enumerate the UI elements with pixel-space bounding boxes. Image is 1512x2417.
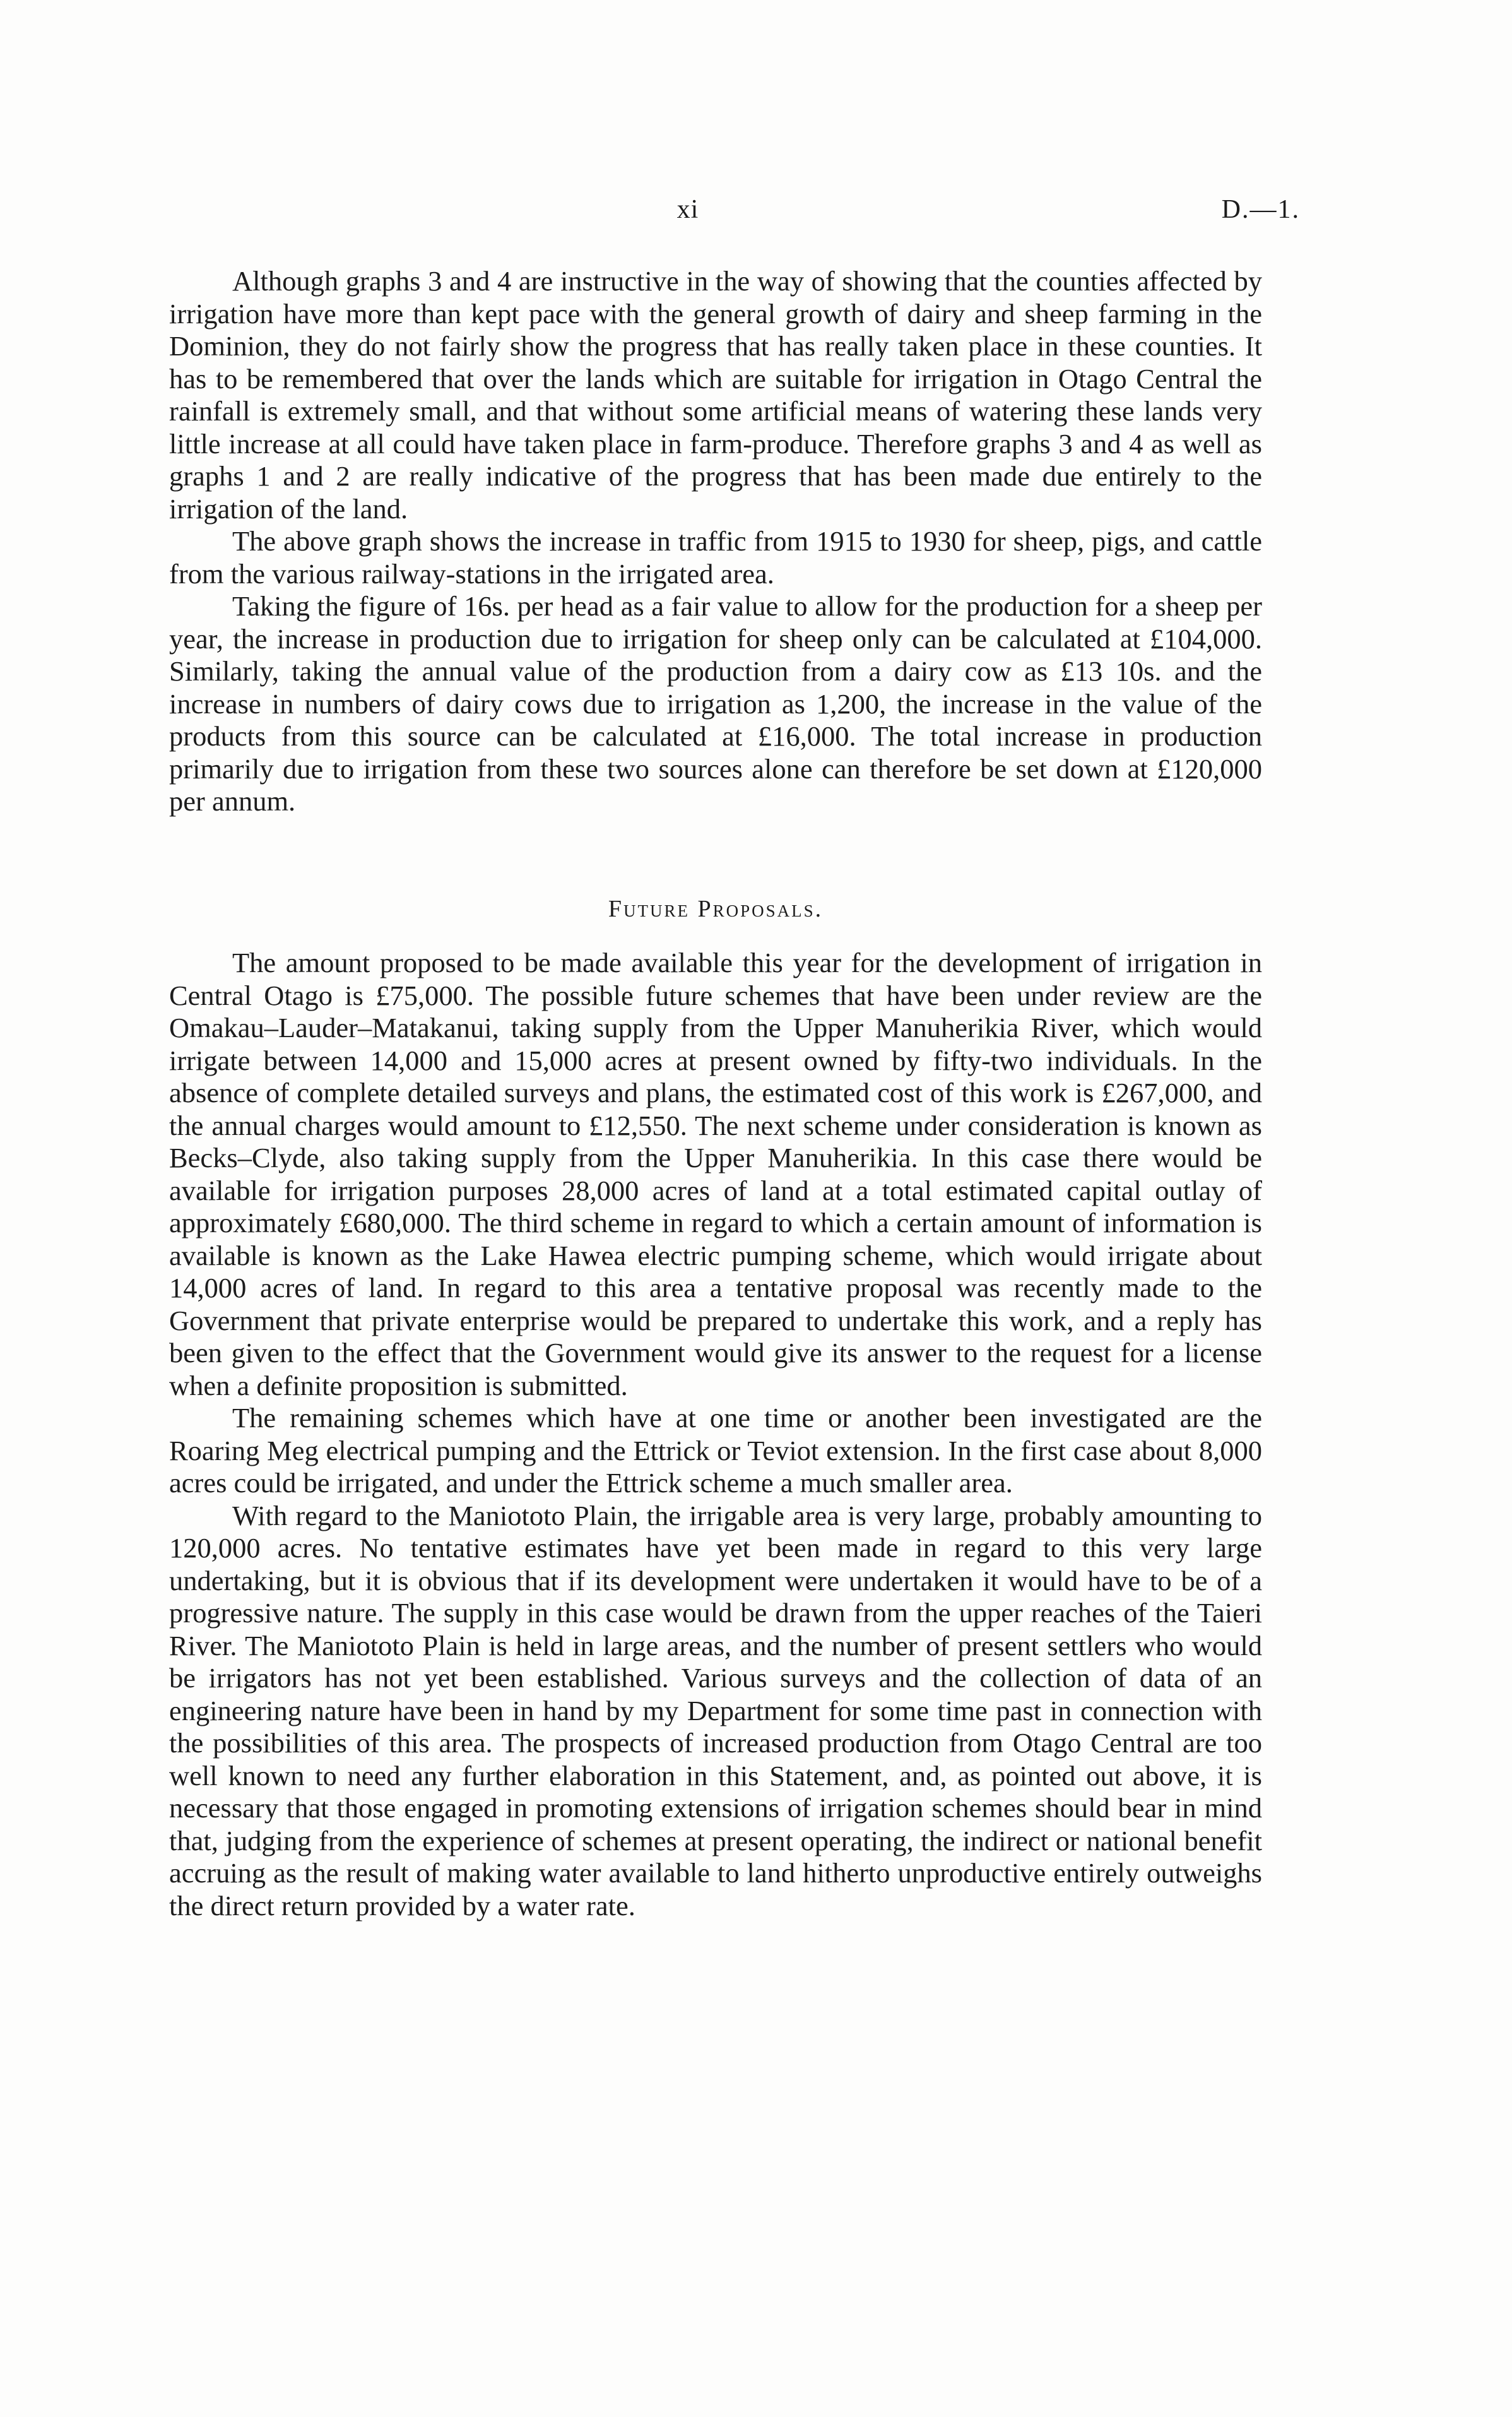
paragraph-proposed-schemes: The amount proposed to be made available this year for the development of irrigation in Central Otago is £75,000. The possible future schemes that have been under review are the Omakau–Lauder–Matakanui, taking supply from the Upper Manuherikia River, which would irrigate between 14,000 and 15,000 acres at present owned by fifty-two individuals. In the absence of complete detailed surveys and plans, the estimated cost of this work is £267,000, and the annual charges would amount to £12,550. The next scheme under consideration is known as Becks–Clyde, also taking supply from the Upper Manuherikia. In this case there would be available for irrigation purposes 28,000 acres of land at a total estimated capital outlay of approximately £680,000. The third scheme in regard to which a certain amount of information is available is known as the Lake Hawea electric pumping scheme, which would irrigate about 14,000 acres of land. In regard to this area a tentative proposal was recently made to the Government that private enterprise would be prepared to undertake this work, and a reply has been given to the effect that the Government would give its answer to the request for a license when a definite proposition is submitted. [169,947,1262,1401]
page-number: xi [676,195,699,224]
document-reference: D.—1. [1221,195,1300,224]
paragraph-graphs-3-and-4: Although graphs 3 and 4 are instructive in the way of showing that the counties affected by irrigation have more than kept pace with the general growth of dairy and sheep farming in the Dominion, they do not fairly show the progress that has really taken place in these counties. It has to be remembered that over the lands which are suitable for irrigation in Otago Central the rainfall is extremely small, and that without some artificial means of watering these lands very little increase at all could have taken place in farm-produce. Therefore graphs 3 and 4 as well as graphs 1 and 2 are really indicative of the progress that has been made due entirely to the irrigation of the land. [169,265,1262,525]
paragraph-maniototo-plain: With regard to the Maniototo Plain, the irrigable area is very large, probably amounting to 120,000 acres. No tentative estimates have yet been made in regard to this very large undertaking, but it is obvious that if its development were undertaken it would have to be of a progressive nature. The supply in this case would be drawn from the upper reaches of the Taieri River. The Maniototo Plain is held in large areas, and the number of present settlers who would be irrigators has not yet been established. Various surveys and the collection of data of an engineering nature have been in hand by my Department for some time past in connection with the possibilities of this area. The prospects of increased production from Otago Central are too well known to need any further elaboration in this Statement, and, as pointed out above, it is necessary that those engaged in promoting extensions of irrigation schemes should bear in mind that, judging from the experience of schemes at present operating, the indirect or national benefit accruing as the result of making water available to land hitherto unproductive entirely outweighs the direct return provided by a water rate. [169,1499,1262,1921]
section-heading: Future Proposals. [608,896,824,922]
paragraph-remaining-schemes: The remaining schemes which have at one time or another been investigated are the Roaring Meg electrical pumping and the Ettrick or Teviot extension. In the first case about 8,000 acres could be irrigated, and under the Ettrick scheme a much smaller area. [169,1402,1262,1499]
paragraph-production-value: Taking the figure of 16s. per head as a fair value to allow for the production for a sheep per year, the increase in production due to irrigation for sheep only can be calculated at £104,000. Similarly, taking the annual value of the production from a dairy cow as £13 10s. and the increase in numbers of dairy cows due to irrigation as 1,200, the increase in the value of the products from this source can be calculated at £16,000. The total increase in production primarily due to irrigation from these two sources alone can therefore be set down at £120,000 per annum. [169,590,1262,817]
body-section-irrigation-results [169,265,1262,818]
paragraph-traffic-graph: The above graph shows the increase in traffic from 1915 to 1930 for sheep, pigs, and cattle from the various railway-stations in the irrigated area. [169,525,1262,590]
body-section-future-proposals [169,947,1262,1922]
